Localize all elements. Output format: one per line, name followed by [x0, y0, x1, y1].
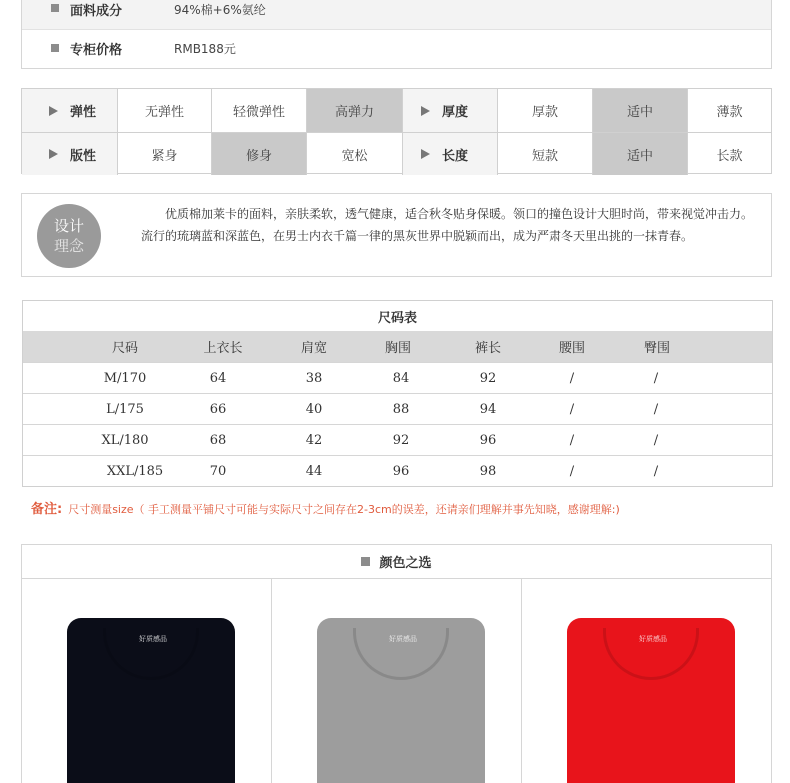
note-label: 备注:	[31, 502, 63, 517]
info-label: 专柜价格	[70, 43, 123, 58]
attribute-label-thickness	[403, 89, 498, 132]
triangle-right-icon	[49, 106, 58, 116]
table-cell: 98	[479, 463, 497, 479]
badge-line: 理念	[53, 237, 84, 255]
table-cell: /	[569, 370, 575, 386]
header-cell: 上衣长	[203, 341, 243, 356]
table-cell: 40	[305, 401, 323, 417]
table-cell: 88	[392, 401, 410, 417]
info-label: 面料成分	[70, 4, 123, 19]
shirt-tag: 好质感品	[639, 635, 667, 643]
attribute-label-text: 版性	[70, 148, 97, 164]
table-cell: 38	[305, 370, 323, 386]
option-cell-selected: 适中	[593, 89, 688, 132]
attribute-label-text: 弹性	[70, 105, 97, 120]
shirt-image-black	[67, 618, 235, 783]
triangle-right-icon	[49, 149, 58, 159]
header-cell: 裤长	[474, 341, 501, 356]
option-cell: 轻微弹性	[212, 89, 307, 132]
table-cell: 92	[479, 370, 497, 386]
bullet-icon	[51, 44, 59, 52]
size-table-title: 尺码表	[377, 310, 417, 326]
design-concept-block	[21, 193, 772, 277]
table-cell: /	[569, 432, 575, 448]
attribute-row	[22, 132, 771, 175]
size-table	[22, 300, 773, 487]
info-row-fabric	[22, 0, 771, 29]
size-note	[31, 498, 620, 517]
table-cell: /	[653, 370, 659, 386]
table-cell: 84	[392, 370, 410, 386]
table-cell: L/175	[106, 401, 144, 417]
header-cell: 胸围	[384, 341, 411, 356]
table-cell: 94	[479, 401, 497, 417]
color-panel-gray	[272, 579, 522, 783]
attribute-label-fit	[22, 133, 118, 175]
header-cell: 尺码	[111, 341, 138, 356]
table-row	[23, 424, 772, 455]
triangle-right-icon	[421, 106, 430, 116]
option-cell-selected: 高弹力	[307, 89, 403, 132]
option-cell-selected: 修身	[212, 133, 307, 175]
color-panel-red	[522, 579, 772, 783]
table-cell: /	[569, 401, 575, 417]
option-cell: 无弹性	[118, 89, 212, 132]
table-cell: 44	[305, 463, 323, 479]
info-value: 94%棉+6%氨纶	[174, 3, 266, 17]
attribute-grid	[21, 88, 772, 174]
table-cell: /	[653, 463, 659, 479]
table-row	[23, 393, 772, 424]
table-cell: 68	[209, 432, 227, 448]
shirt-tag: 好质感品	[139, 635, 167, 643]
table-cell: 42	[305, 432, 323, 448]
info-row-price	[22, 29, 771, 67]
triangle-right-icon	[421, 149, 430, 159]
table-row	[23, 455, 772, 486]
badge-line: 设计	[53, 217, 84, 235]
table-cell: /	[653, 432, 659, 448]
table-cell: 96	[479, 432, 497, 448]
design-concept-text: 优质棉加莱卡的面料，亲肤柔软，透气健康，适合秋冬贴身保暖。领口的撞色设计大胆时尚，带来视觉冲击力。流行的琉璃蓝和深蓝色，在男士内衣千篇一律的黑灰世界中脱颖而出，成为严肃冬天里出挑的一抹青春。	[141, 207, 754, 243]
size-table-header	[23, 331, 772, 362]
header-cell: 肩宽	[300, 341, 327, 356]
shirt-tag: 好质感品	[389, 635, 417, 643]
attribute-label-length	[403, 133, 498, 175]
table-cell: /	[569, 463, 575, 479]
attribute-row	[22, 89, 771, 132]
colors-title-text: 颜色之选	[379, 556, 432, 571]
design-concept-badge	[37, 204, 101, 268]
colors-section	[21, 544, 772, 783]
option-cell: 厚款	[498, 89, 593, 132]
table-cell: 64	[209, 370, 227, 386]
color-panel-black	[22, 579, 272, 783]
table-cell: 92	[392, 432, 410, 448]
option-cell: 宽松	[307, 133, 403, 175]
square-bullet-icon	[361, 557, 370, 566]
header-cell: 臀围	[643, 341, 670, 356]
table-cell: XL/180	[101, 432, 149, 448]
table-cell: 70	[209, 463, 227, 479]
info-value: RMB188元	[174, 42, 236, 56]
shirt-image-gray	[317, 618, 485, 783]
table-row	[23, 362, 772, 393]
attribute-label-text: 长度	[442, 148, 469, 164]
option-cell: 紧身	[118, 133, 212, 175]
bullet-icon	[51, 4, 59, 12]
table-cell: XXL/185	[106, 463, 164, 479]
option-cell: 长款	[716, 148, 743, 164]
option-cell: 薄款	[716, 105, 743, 120]
header-cell: 腰围	[558, 341, 585, 356]
table-cell: 96	[392, 463, 410, 479]
table-cell: 66	[209, 401, 227, 417]
product-info-block	[21, 0, 772, 69]
table-cell: /	[653, 401, 659, 417]
attribute-label-text: 厚度	[442, 105, 469, 120]
note-text: 尺寸测量size（ 手工测量平铺尺寸可能与实际尺寸之间存在2-3cm的误差，还请亲们理解并事先知晓，感谢理解:)	[68, 503, 620, 516]
shirt-image-red	[567, 618, 735, 783]
option-cell-selected: 适中	[593, 133, 688, 175]
table-cell: M/170	[103, 370, 147, 386]
colors-title	[22, 545, 771, 579]
attribute-label-elasticity	[22, 89, 118, 132]
option-cell: 短款	[498, 133, 593, 175]
